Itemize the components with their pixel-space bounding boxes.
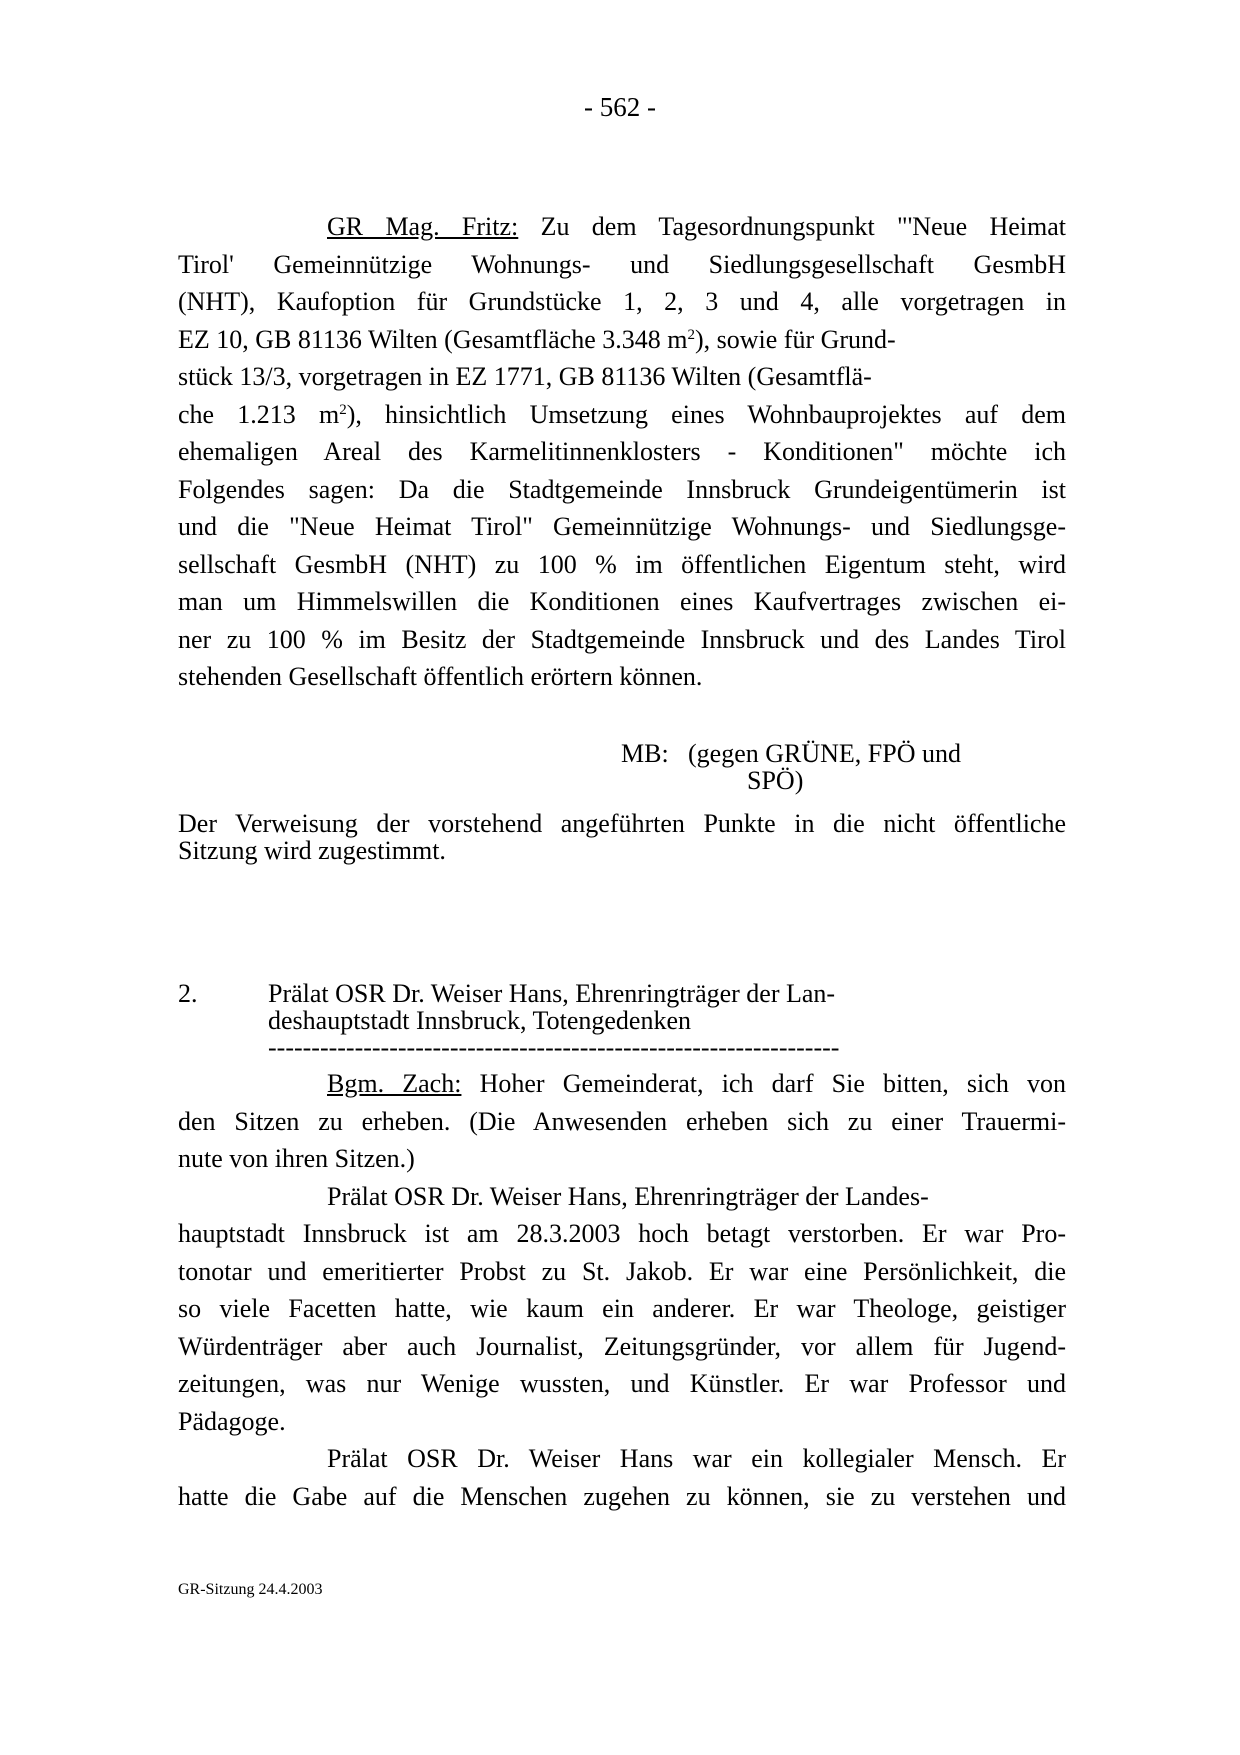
paragraph-line: EZ 10, GB 81136 Wilten (Gesamtfläche 3.348 $m^2$), sowie für Grund- — [178, 324, 896, 354]
superscript: 2 — [339, 401, 347, 418]
paragraph-line: Sitzung wird zugestimmt. — [178, 836, 446, 865]
paragraph-line: stehenden Gesellschaft öffentlich erörtern können. — [178, 662, 703, 691]
vote-label: MB: — [621, 739, 669, 768]
separator-dashes: ------------------------------------------------------------------ — [268, 1034, 840, 1061]
paragraph-line: Würdenträger aber auch Journalist, Zeitungsgründer, vor allem für Jugend- — [178, 1331, 1066, 1361]
statement-fritz — [178, 208, 1066, 696]
paragraph-line: ner zu 100 % im Besitz der Stadtgemeinde Innsbruck und des Landes Tirol — [178, 624, 1066, 654]
paragraph-line: ehemaligen Areal des Karmelitinnenklosters - Konditionen" möchte ich — [178, 437, 1066, 466]
paragraph-line: Tirol' Gemeinnützige Wohnungs- und Siedlungsgesellschaft GesmbH — [178, 249, 1066, 279]
paragraph-line: Folgendes sagen: Da die Stadtgemeinde Innsbruck Grundeigentümerin ist — [178, 474, 1066, 504]
paragraph-line: (NHT), Kaufoption für Grundstücke 1, 2, 3 und 4, alle vorgetragen in — [178, 287, 1066, 316]
page-number: - 562 - — [584, 92, 656, 122]
paragraph-line: GR Mag. Fritz: Zu dem Tagesordnungspunkt "'Neue Heimat — [327, 212, 1067, 241]
paragraph-line: hatte die Gabe auf die Menschen zugehen zu können, sie zu verstehen und — [178, 1481, 1066, 1511]
paragraph-line: so viele Facetten hatte, wie kaum ein anderer. Er war Theologe, geistiger — [178, 1294, 1066, 1323]
agenda-title-line: Prälat OSR Dr. Weiser Hans, Ehrenringträger der Lan- — [268, 979, 836, 1008]
paragraph-line: Bgm. Zach: Hoher Gemeinderat, ich darf Sie bitten, sich von — [327, 1069, 1066, 1098]
paragraph-line: und die "Neue Heimat Tirol" Gemeinnützige Wohnungs- und Siedlungsge- — [178, 512, 1066, 541]
paragraph-line: Prälat OSR Dr. Weiser Hans war ein kollegialer Mensch. Er — [327, 1444, 1066, 1473]
paragraph-line: den Sitzen zu erheben. (Die Anwesenden erheben sich zu einer Trauermi- — [178, 1106, 1066, 1136]
statement-zach — [178, 1065, 1066, 1515]
paragraph-line: zeitungen, was nur Wenige wussten, und Künstler. Er war Professor und — [178, 1369, 1066, 1398]
paragraph-line: stück 13/3, vorgetragen in EZ 1771, GB 81136 Wilten (Gesamtflä- — [178, 362, 872, 391]
paragraph-line: Der Verweisung der vorstehend angeführten Punkte in die nicht öffentliche — [178, 809, 1066, 838]
paragraph-line: hauptstadt Innsbruck ist am 28.3.2003 hoch betagt verstorben. Er war Pro- — [178, 1219, 1066, 1248]
speaker-name: GR Mag. Fritz: — [327, 212, 519, 241]
paragraph-line: Pädagoge. — [178, 1406, 286, 1436]
paragraph-line: Prälat OSR Dr. Weiser Hans, Ehrenringträger der Landes- — [327, 1181, 929, 1211]
vote-note — [621, 739, 961, 795]
agenda-item-number: 2. — [178, 979, 198, 1008]
decision-text — [178, 810, 1066, 864]
paragraph-line: che 1.213 $m^2$), hinsichtlich Umsetzung eines Wohnbauprojektes auf dem — [178, 399, 1066, 429]
superscript: 2 — [687, 326, 695, 343]
paragraph-line: nute von ihren Sitzen.) — [178, 1144, 415, 1173]
speaker-name: Bgm. Zach: — [327, 1069, 462, 1098]
paragraph-line: sellschaft GesmbH (NHT) zu 100 % im öffentlichen Eigentum steht, wird — [178, 549, 1066, 579]
paragraph-line: tonotar und emeritierter Probst zu St. Jakob. Er war eine Persönlichkeit, die — [178, 1256, 1066, 1286]
agenda-title-line: deshauptstadt Innsbruck, Totengedenken — [268, 1006, 691, 1035]
vote-text: SPÖ) — [747, 766, 804, 795]
agenda-item-title — [268, 980, 908, 1061]
page-footer: GR-Sitzung 24.4.2003 — [178, 1581, 323, 1598]
paragraph-line: man um Himmelswillen die Konditionen eines Kaufvertrages zwischen ei- — [178, 587, 1066, 616]
vote-text: (gegen GRÜNE, FPÖ und — [688, 739, 961, 768]
